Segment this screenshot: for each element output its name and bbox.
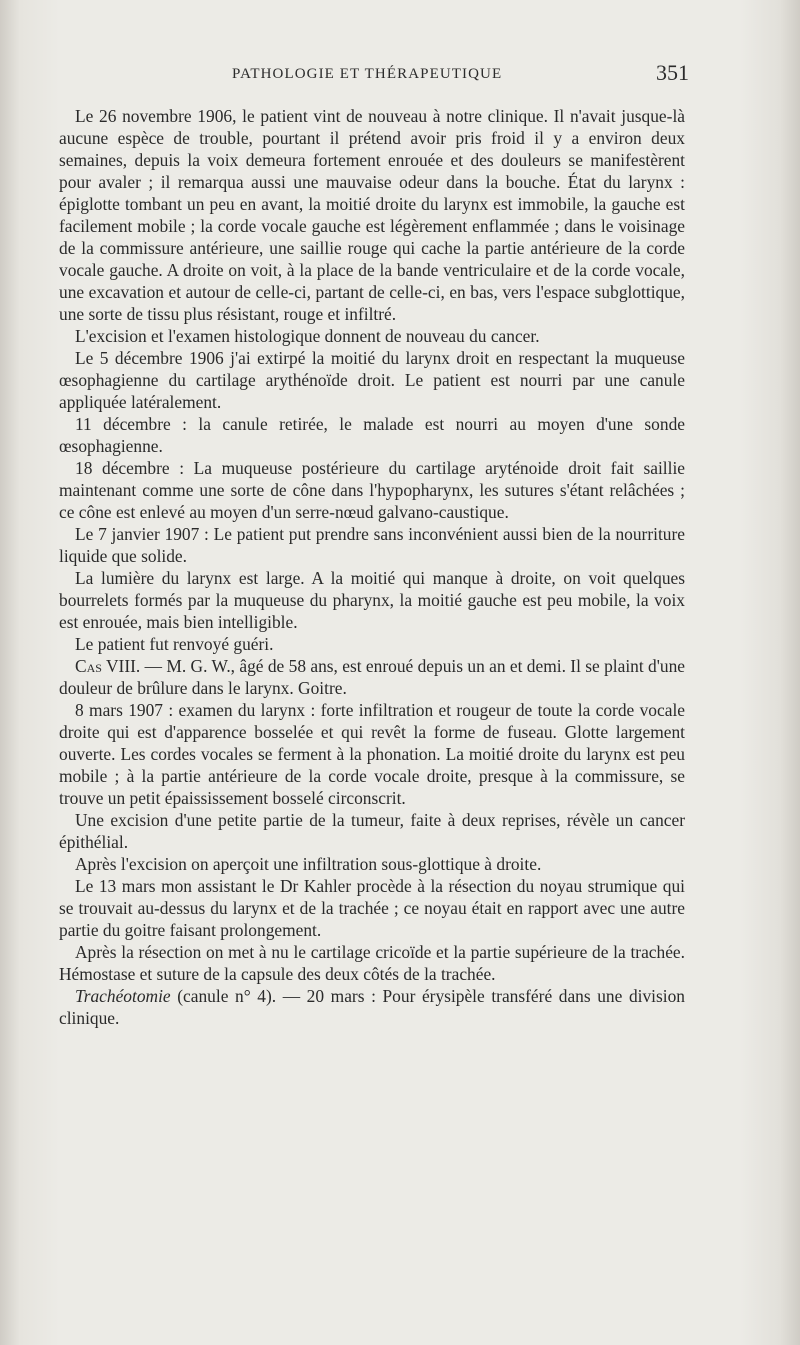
paragraph: Le 13 mars mon assistant le Dr Kahler procède à la résection du noyau strumique qui se trouvait au-dessus du larynx et de la trachée ; ce noyau était en rapport avec une autre partie du goitre faisant prolongement. xyxy=(59,876,685,940)
paragraph: 18 décembre : La muqueuse postérieure du cartilage aryténoide droit fait saillie maintenant comme une sorte de cône dans l'hypopharynx, les sutures s'étant relâchées ; ce cône est enlevé au moyen d'un serre-nœud galvano-caustique. xyxy=(59,458,685,522)
paragraph: 8 mars 1907 : examen du larynx : forte infiltration et rougeur de toute la corde vocale droite qui est d'apparence bosselée et qui revêt la forme de fuseau. Glotte largement ouverte. Les cordes vocales se ferment à la phonation. La moitié droite du larynx est peu mobile ; à la partie antérieure de la corde vocale droite, presque à la commissure, se trouve un petit épaississement bosselé circonscrit. xyxy=(59,700,685,808)
case-label: Cas xyxy=(75,656,102,676)
paragraph: Le 7 janvier 1907 : Le patient put prendre sans inconvénient aussi bien de la nourriture liquide que solide. xyxy=(59,524,685,566)
paragraph: Après l'excision on aperçoit une infiltration sous-glottique à droite. xyxy=(75,854,542,874)
final-paragraph xyxy=(59,985,685,1029)
case-heading-paragraph xyxy=(59,655,685,699)
paragraph: Le patient fut renvoyé guéri. xyxy=(75,634,274,654)
paragraph: 11 décembre : la canule retirée, le malade est nourri au moyen d'une sonde œsophagienne. xyxy=(59,414,685,456)
paragraph: Après la résection on met à nu le cartilage cricoïde et la partie supérieure de la trachée. Hémostase et suture de la capsule des deux côtés de la trachée. xyxy=(59,942,685,984)
paragraph: Une excision d'une petite partie de la tumeur, faite à deux reprises, révèle un cancer épithélial. xyxy=(59,810,685,852)
running-title: PATHOLOGIE ET THÉRAPEUTIQUE xyxy=(232,66,503,82)
page-number: 351 xyxy=(656,60,689,85)
body-text xyxy=(59,105,685,1029)
page-header xyxy=(0,58,800,92)
case-text: VIII. — M. G. W., âgé de 58 ans, est enroué depuis un an et demi. Il se plaint d'une douleur de brûlure dans le larynx. Goitre. xyxy=(59,656,685,698)
paragraph: Le 5 décembre 1906 j'ai extirpé la moitié du larynx droit en respectant la muqueuse œsophagienne du cartilage arythénoïde droit. Le patient est nourri par une canule appliquée latéralement. xyxy=(59,348,685,412)
paragraph: La lumière du larynx est large. A la moitié qui manque à droite, on voit quelques bourrelets formés par la muqueuse du pharynx, la moitié gauche est peu mobile, la voix est enrouée, mais bien intelligible. xyxy=(59,568,685,632)
italic-term: Trachéotomie xyxy=(75,986,171,1006)
paragraph: L'excision et l'examen histologique donnent de nouveau du cancer. xyxy=(75,326,540,346)
paragraph: Le 26 novembre 1906, le patient vint de nouveau à notre clinique. Il n'avait jusque-là aucune espèce de trouble, pourtant il prétend avoir pris froid il y a environ deux semaines, depuis la voix demeura fortement enrouée et des douleurs se manifestèrent pour avaler ; il remarqua aussi une mauvaise odeur dans la bouche. État du larynx : épiglotte tombant un peu en avant, la moitié droite du larynx est immobile, la gauche est facilement mobile ; la corde vocale gauche est légèrement enflammée ; dans le voisinage de la commissure antérieure, une saillie rouge qui cache la partie antérieure de la corde vocale gauche. A droite on voit, à la place de la bande ventriculaire et de la corde vocale, une excavation et autour de celle-ci, partant de celle-ci, en bas, vers l'espace subglottique, une sorte de tissu plus résistant, rouge et infiltré. xyxy=(59,106,685,324)
final-text: (canule n° 4). — 20 mars : Pour érysipèle transféré dans une division clinique. xyxy=(59,986,685,1028)
